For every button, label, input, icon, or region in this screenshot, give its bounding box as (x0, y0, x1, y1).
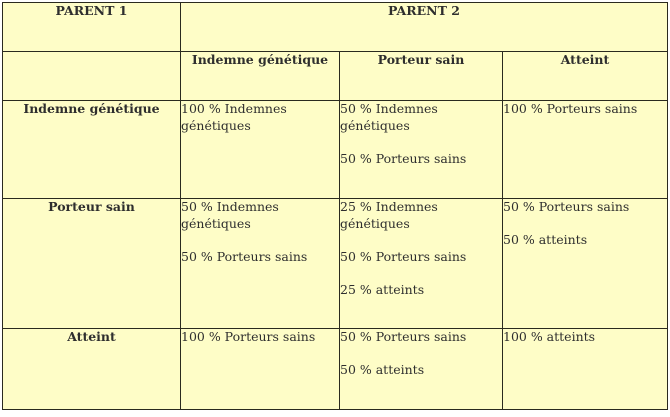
parent2-header: PARENT 2 (181, 3, 668, 52)
genetics-inheritance-table (2, 2, 668, 410)
result-text: 50 % Porteurs sains (340, 248, 467, 264)
result-text: 100 % Porteurs sains (503, 101, 638, 116)
row-label-atteint: Atteint (3, 329, 181, 410)
result-text: 25 % Indemnes génétiques (340, 199, 438, 231)
parent1-header: PARENT 1 (3, 3, 181, 52)
result-text: 50 % Porteurs sains (181, 248, 308, 264)
result-text: 50 % Porteurs sains (340, 150, 467, 166)
result-text: 50 % Indemnes génétiques (340, 101, 438, 133)
result-cell (340, 101, 503, 199)
result-text: 100 % Indemnes génétiques (181, 101, 287, 133)
row-label-porteur: Porteur sain (3, 199, 181, 329)
result-text: 50 % Indemnes génétiques (181, 199, 279, 231)
result-cell (340, 199, 503, 329)
result-text: 50 % Porteurs sains (340, 329, 467, 344)
column-header-porteur: Porteur sain (340, 52, 503, 101)
result-cell (503, 199, 668, 329)
result-cell (503, 101, 668, 199)
column-header-indemne: Indemne génétique (181, 52, 340, 101)
result-cell (503, 329, 668, 410)
empty-corner-cell (3, 52, 181, 101)
result-text: 50 % Porteurs sains (503, 199, 630, 214)
result-text: 25 % atteints (340, 281, 425, 297)
row-label-indemne: Indemne génétique (3, 101, 181, 199)
result-text: 50 % atteints (503, 231, 588, 247)
result-text: 100 % atteints (503, 329, 596, 344)
result-cell (181, 101, 340, 199)
column-header-atteint: Atteint (503, 52, 668, 101)
subheader-row (3, 52, 668, 101)
table-row (3, 199, 668, 329)
result-cell (181, 199, 340, 329)
result-cell (181, 329, 340, 410)
result-text: 100 % Porteurs sains (181, 329, 316, 344)
header-row (3, 3, 668, 52)
result-cell (340, 329, 503, 410)
table-row (3, 101, 668, 199)
table-row (3, 329, 668, 410)
result-text: 50 % atteints (340, 361, 425, 377)
